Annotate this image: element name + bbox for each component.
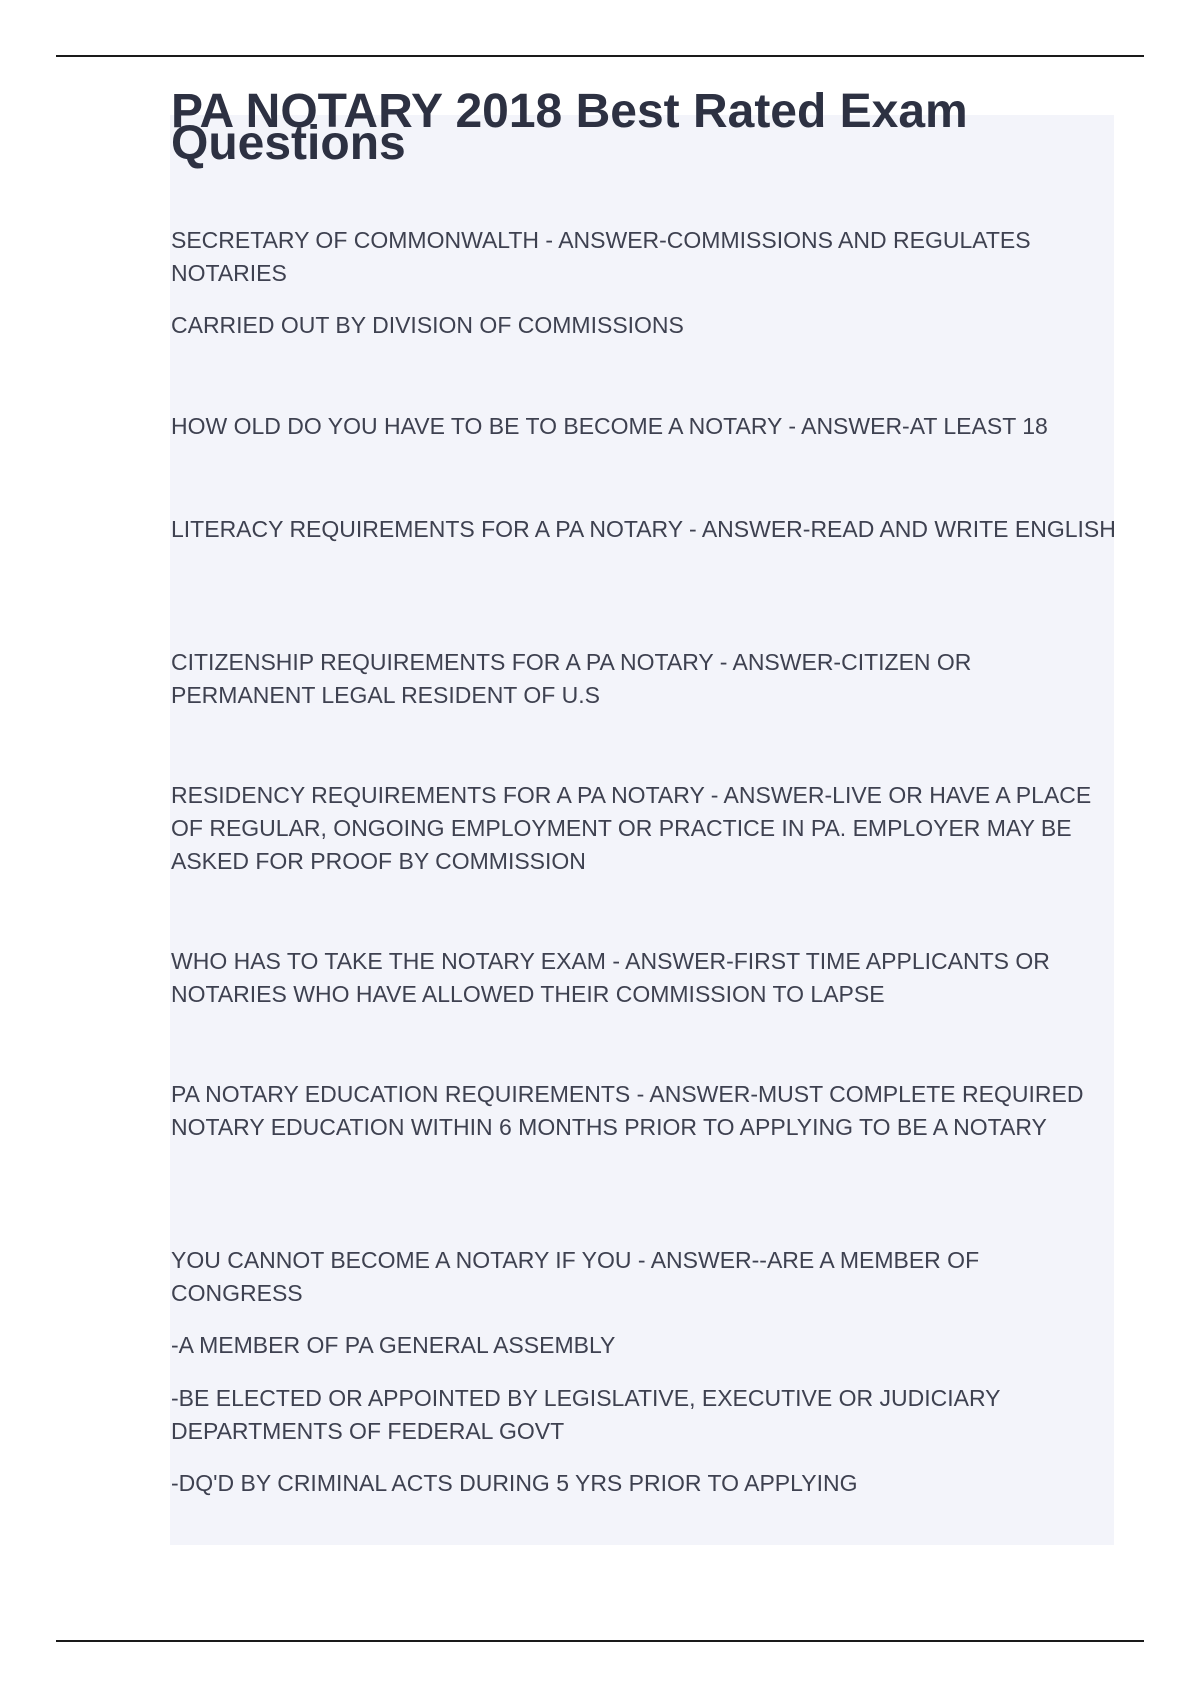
qa-entry-citizenship: CITIZENSHIP REQUIREMENTS FOR A PA NOTARY - ANSWER-CITIZEN OR PERMANENT LEGAL RESIDENT OF U.S xyxy=(171,649,972,708)
qa-entry-federal: -BE ELECTED OR APPOINTED BY LEGISLATIVE, EXECUTIVE OR JUDICIARY DEPARTMENTS OF FEDERAL GOVT xyxy=(171,1385,1001,1444)
qa-entry-age: HOW OLD DO YOU HAVE TO BE TO BECOME A NOTARY - ANSWER-AT LEAST 18 xyxy=(171,413,1048,439)
qa-entry-commonwealth: SECRETARY OF COMMONWALTH - ANSWER-COMMISSIONS AND REGULATES NOTARIES xyxy=(171,227,1031,286)
qa-entry-education: PA NOTARY EDUCATION REQUIREMENTS - ANSWER-MUST COMPLETE REQUIRED NOTARY EDUCATION WITHIN 6 MONTHS PRIOR TO APPLYING TO BE A NOTARY xyxy=(171,1081,1084,1140)
top-rule xyxy=(56,55,1144,57)
document-title: PA NOTARY 2018 Best Rated Exam Questions xyxy=(171,85,968,170)
qa-entry-criminal: -DQ'D BY CRIMINAL ACTS DURING 5 YRS PRIOR TO APPLYING xyxy=(171,1470,858,1496)
qa-entry-assembly: -A MEMBER OF PA GENERAL ASSEMBLY xyxy=(171,1332,616,1358)
qa-entry-exam: WHO HAS TO TAKE THE NOTARY EXAM - ANSWER-FIRST TIME APPLICANTS OR NOTARIES WHO HAVE ALLOWED THEIR COMMISSION TO LAPSE xyxy=(171,948,1050,1007)
bottom-rule xyxy=(56,1640,1144,1642)
qa-entry-residency: RESIDENCY REQUIREMENTS FOR A PA NOTARY - ANSWER-LIVE OR HAVE A PLACE OF REGULAR, ONGOING EMPLOYMENT OR PRACTICE IN PA. EMPLOYER MAY BE ASKED FOR PROOF BY COMMISSION xyxy=(171,782,1092,874)
qa-entry-division: CARRIED OUT BY DIVISION OF COMMISSIONS xyxy=(171,312,684,338)
qa-entry-literacy: LITERACY REQUIREMENTS FOR A PA NOTARY - ANSWER-READ AND WRITE ENGLISH xyxy=(171,516,1116,542)
qa-entry-disqualify: YOU CANNOT BECOME A NOTARY IF YOU - ANSWER--ARE A MEMBER OF CONGRESS xyxy=(171,1247,980,1306)
